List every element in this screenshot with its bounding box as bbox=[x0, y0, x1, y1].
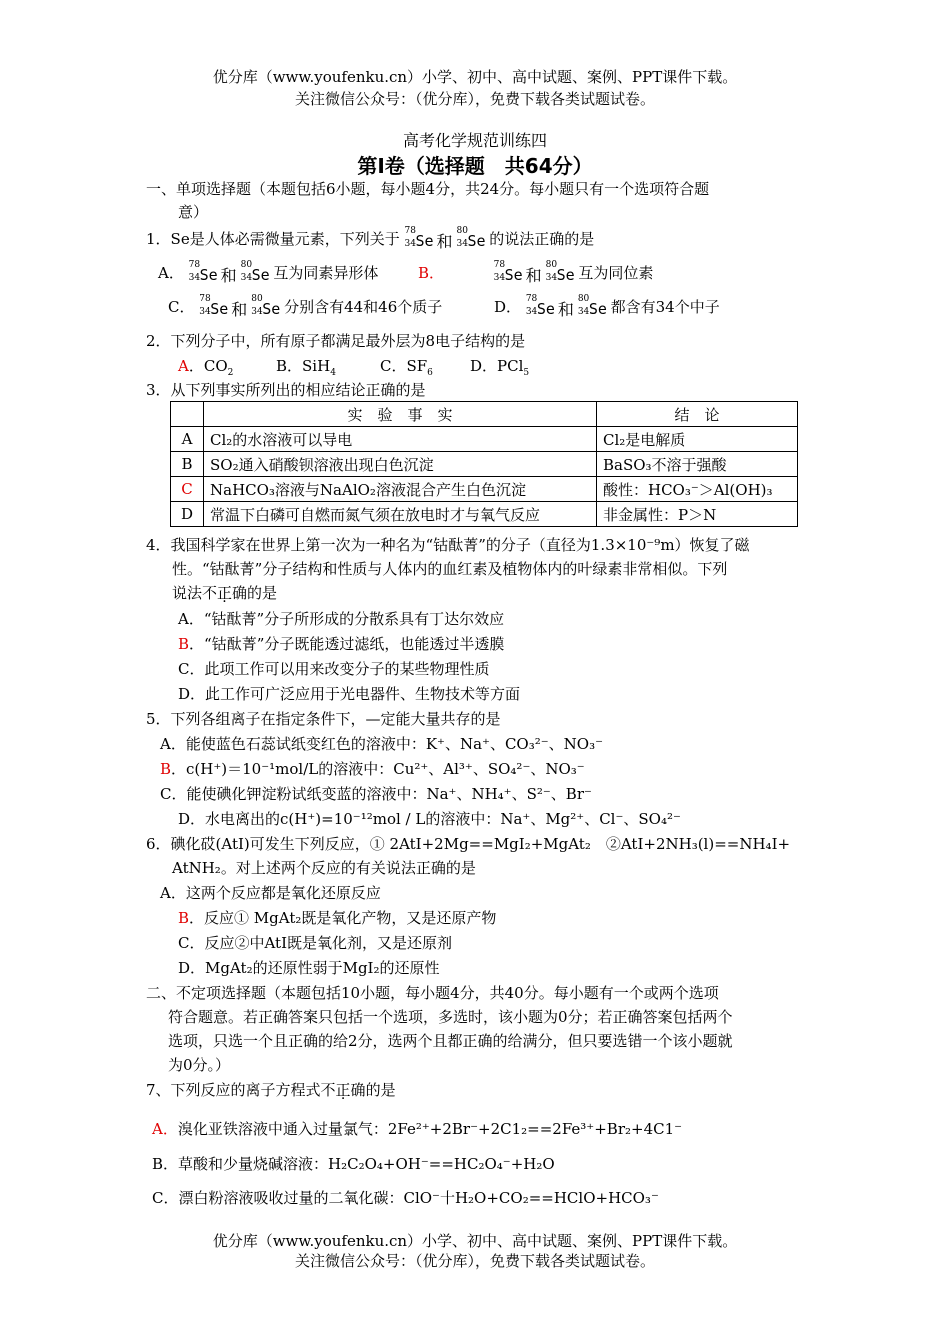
emphasis-text: 不正确 bbox=[202, 584, 248, 602]
se-isotope-pair: 78 34 Se 和 80 34 Se bbox=[404, 226, 486, 251]
q6-option-c: C．反应②中AtI既是氧化剂，又是还原剂 bbox=[178, 934, 453, 952]
q2-option-a: A．$CO_2$ bbox=[178, 357, 234, 378]
q5-option-c: C．能使碘化钾淀粉试纸变蓝的溶液中：Na⁺、NH₄⁺、S²⁻、Br⁻ bbox=[160, 785, 592, 803]
q7-stem: 7、下列反应的离子方程式不正确的是 bbox=[146, 1081, 396, 1099]
q4-line-2: 性。“钴酞菁”分子结构和性质与人体内的血红素及植物体内的叶绿素非常相似。下列 bbox=[172, 560, 728, 578]
q6-option-b: B．反应① MgAt₂既是氧化产物，又是还原产物 bbox=[178, 909, 497, 927]
q6-line-1: 6．碘化砹(AtI)可发生下列反应，① 2AtI+2Mg==MgI₂+MgAt₂ ②AtI+2NH₃(l)==NH₄I+ bbox=[146, 835, 791, 853]
q5-option-d: D．水电离出的c(H⁺)=10⁻¹²mol / L的溶液中：Na⁺、Mg²⁺、Cl⁻、SO₄²⁻ bbox=[178, 810, 681, 828]
q3-stem: 3．从下列事实所列出的相应结论正确的是 bbox=[146, 381, 426, 399]
se-isotope-pair: 78 34 Se 和 80 34 Se bbox=[525, 294, 607, 319]
q1-option-d: D． 78 34 Se 和 80 34 Se 都含有34个中子 bbox=[494, 294, 720, 319]
q2-option-d: D．PCl$_5$ bbox=[470, 357, 530, 378]
isotope-se78: 78 34 Se bbox=[404, 226, 434, 250]
q5-option-b: B．c(H⁺)＝10⁻¹mol/L的溶液中：Cu²⁺、Al³⁺、SO₄²⁻、NO₃⁻ bbox=[160, 760, 585, 778]
emphasis-text: 不正确 bbox=[320, 1081, 366, 1099]
q4-option-c: C．此项工作可以用来改变分子的某些物理性质 bbox=[178, 660, 490, 678]
header-line-2: 关注微信公众号：（优分库），免费下载各类试题试卷。 bbox=[294, 90, 655, 108]
q6-line-2: AtNH₂。对上述两个反应的有关说法正确的是 bbox=[172, 859, 476, 877]
table-row: A Cl₂的水溶液可以导电 Cl₂是电解质 bbox=[171, 427, 798, 452]
q6-option-a: A．这两个反应都是氧化还原反应 bbox=[160, 884, 381, 902]
q6-option-d: D．MgAt₂的还原性弱于MgI₂的还原性 bbox=[178, 959, 440, 977]
q1-stem-part-a: 1．Se是人体必需微量元素，下列关于 bbox=[146, 230, 400, 248]
q7-option-b: B．草酸和少量烧碱溶液：H₂C₂O₄+OH⁻==HC₂O₄⁻+H₂O bbox=[152, 1155, 555, 1173]
q7-option-c: C．漂白粉溶液吸收过量的二氧化碳：ClO⁻十H₂O+CO₂==HClO+HCO₃⁻ bbox=[152, 1189, 659, 1207]
col-conclusion-header: 结 论 bbox=[597, 402, 798, 427]
q4-option-b: B．“钴酞菁”分子既能透过滤纸，也能透过半透膜 bbox=[178, 635, 505, 653]
q2-option-c: C．$SF_6$ bbox=[380, 357, 433, 378]
q5-option-a: A．能使蓝色石蕊试纸变红色的溶液中：K⁺、Na⁺、CO₃²⁻、NO₃⁻ bbox=[160, 735, 604, 753]
q5-stem: 5．下列各组离子在指定条件下，—定能大量共存的是 bbox=[146, 710, 501, 728]
q4-line-3: 说法不正确的是 bbox=[172, 584, 278, 602]
table-row: B SO₂通入硝酸钡溶液出现白色沉淀 BaSO₃不溶于强酸 bbox=[171, 452, 798, 477]
q2-option-b: B．SiH$_4$ bbox=[276, 357, 336, 378]
se-isotope-pair: 78 34 Se 和 80 34 Se bbox=[188, 260, 270, 285]
q2-stem: 2．下列分子中，所有原子都满足最外层为8电子结构的是 bbox=[146, 332, 526, 350]
q4-line-1: 4．我国科学家在世界上第一次为一种名为“钴酞菁”的分子（直径为1.3×10⁻⁹m）恢复了磁 bbox=[146, 536, 750, 554]
q7-option-a: A．溴化亚铁溶液中通入过量氯气：2Fe²⁺+2Br⁻+2C1₂==2Fe³⁺+Br₂+4C1⁻ bbox=[152, 1120, 683, 1138]
section2-line-3: 选项，只选一个且正确的给2分，选两个且都正确的给满分，但只要选错一个该小题就 bbox=[168, 1032, 733, 1050]
section1-line-2: 意） bbox=[178, 203, 209, 221]
section2-line-1: 二、不定项选择题（本题包括10小题，每小题4分，共40分。每小题有一个或两个选项 bbox=[146, 984, 719, 1002]
se-isotope-pair: 78 34 Se 和 80 34 Se bbox=[493, 260, 575, 285]
header-line-1: 优分库（www.youfenku.cn）小学、初中、高中试题、案例、PPT课件下载。 bbox=[212, 68, 738, 86]
footer-line-1: 优分库（www.youfenku.cn）小学、初中、高中试题、案例、PPT课件下载。 bbox=[212, 1232, 738, 1250]
table-row: D 常温下白磷可自燃而氮气须在放电时才与氧气反应 非金属性：P＞N bbox=[171, 502, 798, 527]
q1-option-a: A． 78 34 Se 和 80 34 Se 互为同素异形体 bbox=[158, 260, 379, 285]
section2-line-4: 为0分。） bbox=[168, 1056, 231, 1074]
q4-option-d: D．此工作可广泛应用于光电器件、生物技术等方面 bbox=[178, 685, 521, 703]
isotope-se80: 80 34 Se bbox=[456, 226, 486, 250]
q1-option-c: C． 78 34 Se 和 80 34 Se 分别含有44和46个质子 bbox=[168, 294, 443, 319]
se-isotope-pair: 78 34 Se 和 80 34 Se bbox=[199, 294, 281, 319]
table-header-row bbox=[171, 402, 798, 427]
col-fact-header: 实 验 事 实 bbox=[204, 402, 597, 427]
q1-stem bbox=[146, 228, 594, 252]
q1-option-b: B． 78 34 Se 和 80 34 Se 互为同位素 bbox=[418, 260, 654, 285]
page-subtitle: 第Ⅰ卷（选择题 共64分） bbox=[357, 154, 593, 178]
page-title: 高考化学规范训练四 bbox=[402, 131, 547, 150]
section2-line-2: 符合题意。若正确答案只包括一个选项，多选时，该小题为0分；若正确答案包括两个 bbox=[168, 1008, 733, 1026]
q3-table bbox=[170, 401, 798, 527]
section1-line-1: 一、单项选择题（本题包括6小题，每小题4分，共24分。每小题只有一个选项符合题 bbox=[146, 180, 710, 198]
q4-option-a: A．“钴酞菁”分子所形成的分散系具有丁达尔效应 bbox=[178, 610, 505, 628]
table-row: C NaHCO₃溶液与NaAlO₂溶液混合产生白色沉淀 酸性：HCO₃⁻＞Al(OH)₃ bbox=[171, 477, 798, 502]
footer-line-2: 关注微信公众号：（优分库），免费下载各类试题试卷。 bbox=[294, 1252, 655, 1270]
q1-stem-part-b: 的说法正确的是 bbox=[489, 230, 595, 248]
